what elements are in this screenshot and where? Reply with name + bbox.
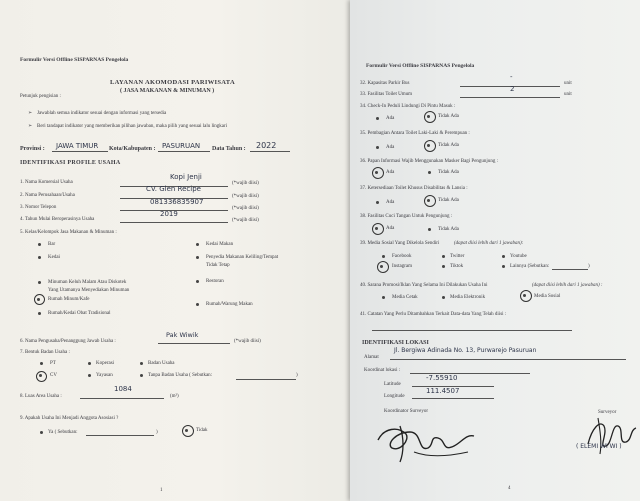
q35-label: 35. Pembagian Antara Toilet Laki-Laki & Perempuan : [360,131,470,136]
q9-option-selected[interactable]: Tidak [196,428,208,433]
q40-option[interactable]: Media Elektronik [450,295,486,300]
q39-option[interactable]: Lainnya (Sebutkan: [510,264,550,269]
form-page-2: Formulir Versi Offline SISPARNAS Pengelola 32. Kapasitas Parkir Bus - unit 33. Fasilitas Toilet Umum 2 unit 34. Check-In Peduli Lindungi Di Pintu Masuk : Ada Tidak Ada 35. Pembagian Antara Toilet Laki-Laki & Perempuan : Ada Tidak Ada 36. Papan Informasi Wajib Menggunakan Masker Bagi Pengunjung : Ada Tidak Ada 37. Ketersediaan Toilet Khusus Disabilitas & Lansia : Ada Tidak Ada 38. Fasilitas Cuci Tangan Untuk Pengunjung : Ada Tidak Ada 39. Media Sosial Yang Dikelola Sendiri (dapat diisi lebih dari 1 jawaban): Facebook Twitter Youtube Instagram Tiktok Lainnya (Sebutkan: ) 40. Sarana Promosi/Iklan Yang Selama Ini Dilakukan Usaha Ini (dapat diisi lebih dari 1 jawaban) : Media Cetak Media Elektronik Media Sosial 41. Catatan Yang Perlu Ditambahkan Terkait Data-data Yang Telah diisi : IDENTIFIKASI LOKASI Alamat Jl. Bergiwa Adinada No. 13, Purwarejo Pasuruan Koordinat lokasi : Latitude -7.55910 Longitude 111.4507 Koordinator Surveyor Surveyor ( ELEMI WI WI ) 4 [350,0,640,501]
q5-option-selected[interactable]: Rumah Minum/Kafe [48,297,90,302]
instructions-label: Petunjuk pengisian : [20,94,61,99]
form-subheading: ( JASA MAKANAN & MINUMAN ) [120,88,215,94]
surveyor-label: Koordinator Surveyor [384,409,429,414]
field-note: (*wajib diisi) [232,181,259,186]
q33-value[interactable]: 2 [510,85,515,93]
longitude-label: Longitude [384,394,405,399]
q7-option[interactable]: PT [50,361,56,366]
q5-option-cont: Tidak Tetap [206,263,230,268]
field-note: (*wajib diisi) [232,194,259,199]
field-label: 2. Nama Perusahaan/Usaha [20,193,75,198]
q5-option[interactable]: Minuman Keluh Malam Atau Diskotek [48,280,127,285]
q34-option[interactable]: Ada [386,116,395,121]
q36-option-selected[interactable]: Ada [386,170,395,175]
koordinat-label: Koordinat lokasi : [364,368,401,373]
provinsi-value[interactable]: JAWA TIMUR [56,142,99,150]
location-title: IDENTIFIKASI LOKASI [362,340,429,346]
q6-label: 6. Nama Pengusaha/Penanggung Jawab Usaha : [20,339,116,344]
q32-value[interactable]: - [510,73,513,81]
kota-label: Kota/Kabupaten : [109,146,156,152]
form-heading: LAYANAN AKOMODASI PARIWISATA [110,79,235,86]
page-number: 4 [508,486,511,491]
q5-option-cont: Yang Utamanya Menyediakan Minuman [48,288,130,293]
section-title: IDENTIFIKASI PROFILE USAHA [20,160,121,166]
q36-option[interactable]: Tidak Ada [438,170,459,175]
latitude-value[interactable]: -7.55910 [426,374,458,382]
q9-label: 9. Apakah Usaha Ini Menjadi Anggota Asosiasi ? [20,416,119,421]
alamat-label: Alamat [364,355,379,360]
q5-label: 5. Kelas/Kelompok Jasa Makanan & Minuman : [20,230,117,235]
selected-circle [182,425,194,437]
q5-option[interactable]: Bar [48,242,56,247]
latitude-label: Latitude [384,382,401,387]
q34-label: 34. Check-In Peduli Lindungi Di Pintu Masuk : [360,104,456,109]
q39-option-selected[interactable]: Instagram [392,264,412,269]
form-page-1: Formulir Versi Offline SISPARNAS Pengelola LAYANAN AKOMODASI PARIWISATA ( JASA MAKANAN & MINUMAN ) Petunjuk pengisian : ➢ Jawablah semua indikator sesuai dengan informasi yang tersedia ➢ Beri tandapat indikator yang memberikan pilihan jawaban, maka pilih yang sesuai lalu lingkari Provinsi : JAWA TIMUR Kota/Kabupaten : PASURUAN Data Tahun : 2022 IDENTIFIKASI PROFILE USAHA 1. Nama Komersial Usaha Kopi Jenji (*wajib diisi) 2. Nama Perusahaan/Usaha CV. Glen Recipe (*wajib diisi) 3. Nomor Telepon 081336835907 (*wajib diisi) 4. Tahun Mulai Beroperasinya Usaha 2019 (*wajib diisi) 5. Kelas/Kelompok Jasa Makanan & Minuman : Bar Kedai Minuman Keluh Malam Atau Diskotek Yang Utamanya Menyediakan Minuman Rumah Minum/Kafe Rumah/Kedai Obat Tradisional Kedai Makan Penyedia Makanan Keliling/Tempat Tidak Tetap Restoran Rumah/Warung Makan 6. Nama Pengusaha/Penanggung Jawab Usaha : Pak Wiwik (*wajib diisi) 7. Bentuk Badan Usaha : PT Koperasi Badan Usaha CV Yayasan Tanpa Badan Usaha ( Sebutkan: ) 8. Luas Area Usaha : 1084 (m²) 9. Apakah Usaha Ini Menjadi Anggota Asosiasi ? Ya ( Sebutkan: ) Tidak 1 [0,0,352,501]
provinsi-label: Provinsi : [20,146,45,152]
page-number: 1 [160,488,163,493]
q9-option[interactable]: Ya ( Sebutkan: [48,430,78,435]
q39-option[interactable]: Twitter [450,254,465,259]
q35-option[interactable]: Ada [386,145,395,150]
selected-circle [372,223,384,235]
q40-label: 40. Sarana Promosi/Iklan Yang Selama Ini Dilakukan Usaha Ini [360,283,488,288]
field-note: (*wajib diisi) [232,218,259,223]
selected-circle [424,111,436,123]
q33-label: 33. Fasilitas Toilet Umum [360,92,413,97]
q7-option[interactable]: Badan Usaha [148,361,175,366]
q5-option[interactable]: Kedai [48,255,60,260]
field-value[interactable]: CV. Glen Recipe [146,185,201,193]
q7-option[interactable]: Koperasi [96,361,115,366]
q38-option[interactable]: Tidak Ada [438,227,459,232]
selected-circle [377,261,389,273]
field-label: 4. Tahun Mulai Beroperasinya Usaha [20,217,95,222]
owner-label: Surveyor [598,410,617,415]
q39-label: 39. Media Sosial Yang Dikelola Sendiri [360,241,440,246]
q8-value[interactable]: 1084 [114,385,132,393]
q32-unit: unit [564,81,572,86]
field-value[interactable]: Kopi Jenji [170,173,202,181]
q39-option[interactable]: Facebook [392,254,412,259]
q8-unit: (m²) [170,394,179,399]
q7-option-selected[interactable]: CV [50,373,57,378]
q39-hint: (dapat diisi lebih dari 1 jawaban): [454,241,524,246]
kota-value[interactable]: PASURUAN [162,142,201,150]
surveyor-signature [370,418,480,466]
selected-circle [424,140,436,152]
field-note: (*wajib diisi) [232,206,259,211]
q7-option[interactable]: Tanpa Badan Usaha ( Sebutkan: [148,373,213,378]
q37-option[interactable]: Ada [386,200,395,205]
tahun-label: Data Tahun : [212,146,246,152]
q38-label: 38. Fasilitas Cuci Tangan Untuk Pengunjung : [360,214,453,219]
selected-circle [520,290,532,302]
instruction-2: Beri tandapat indikator yang memberikan pilihan jawaban, maka pilih yang sesuai lalu lingkari [37,124,228,129]
q40-option[interactable]: Media Cetak [392,295,418,300]
q38-option-selected[interactable]: Ada [386,226,395,231]
form-title: Formulir Versi Offline SISPARNAS Pengelola [20,57,129,63]
field-label: 3. Nomor Telepon [20,205,57,210]
q5-option[interactable]: Kedai Makan [206,242,234,247]
q6-note: (*wajib diisi) [234,339,261,344]
field-value[interactable]: 081336835907 [150,198,204,206]
arrow-icon: ➢ [28,111,33,116]
q7-label: 7. Bentuk Badan Usaha : [20,350,70,355]
q34-option-selected[interactable]: Tidak Ada [438,114,459,119]
alamat-value[interactable]: Jl. Bergiwa Adinada No. 13, Purwarejo Pasuruan [394,347,537,354]
q41-label: 41. Catatan Yang Perlu Ditambahkan Terkait Data-data Yang Telah diisi : [360,312,507,317]
q40-hint: (dapat diisi lebih dari 1 jawaban) : [532,283,603,288]
field-label: 1. Nama Komersial Usaha [20,180,73,185]
q40-option-selected[interactable]: Media Sosial [534,294,561,299]
q39-option[interactable]: Tiktok [450,264,464,269]
q5-option[interactable]: Rumah/Warung Makan [206,302,253,307]
longitude-value[interactable]: 111.4507 [426,387,460,395]
q37-label: 37. Ketersediaan Toilet Khusus Disabilitas & Lansia : [360,186,468,191]
field-value[interactable]: 2019 [160,210,178,218]
instruction-1: Jawablah semua indikator sesuai dengan informasi yang tersedia [37,111,167,116]
selected-circle [424,195,436,207]
q32-label: 32. Kapasitas Parkir Bus [360,81,410,86]
selected-circle [372,167,384,179]
form-title: Formulir Versi Offline SISPARNAS Pengelola [366,63,475,69]
q5-option[interactable]: Penyedia Makanan Keliling/Tempat [206,255,279,260]
q39-option[interactable]: Youtube [510,254,527,259]
tahun-value[interactable]: 2022 [256,141,277,150]
q7-option[interactable]: Yayasan [96,373,113,378]
q5-option[interactable]: Rumah/Kedai Obat Tradisional [48,311,111,316]
q33-unit: unit [564,92,572,97]
q8-label: 8. Luas Area Usaha : [20,394,62,399]
q35-option-selected[interactable]: Tidak Ada [438,143,459,148]
owner-name: ( ELEMI WI WI ) [576,443,622,450]
q5-option[interactable]: Restoran [206,279,224,284]
q37-option-selected[interactable]: Tidak Ada [438,198,459,203]
q36-label: 36. Papan Informasi Wajib Menggunakan Masker Bagi Pengunjung : [360,159,498,164]
arrow-icon: ➢ [28,124,33,129]
q6-value[interactable]: Pak Wiwik [166,331,199,339]
